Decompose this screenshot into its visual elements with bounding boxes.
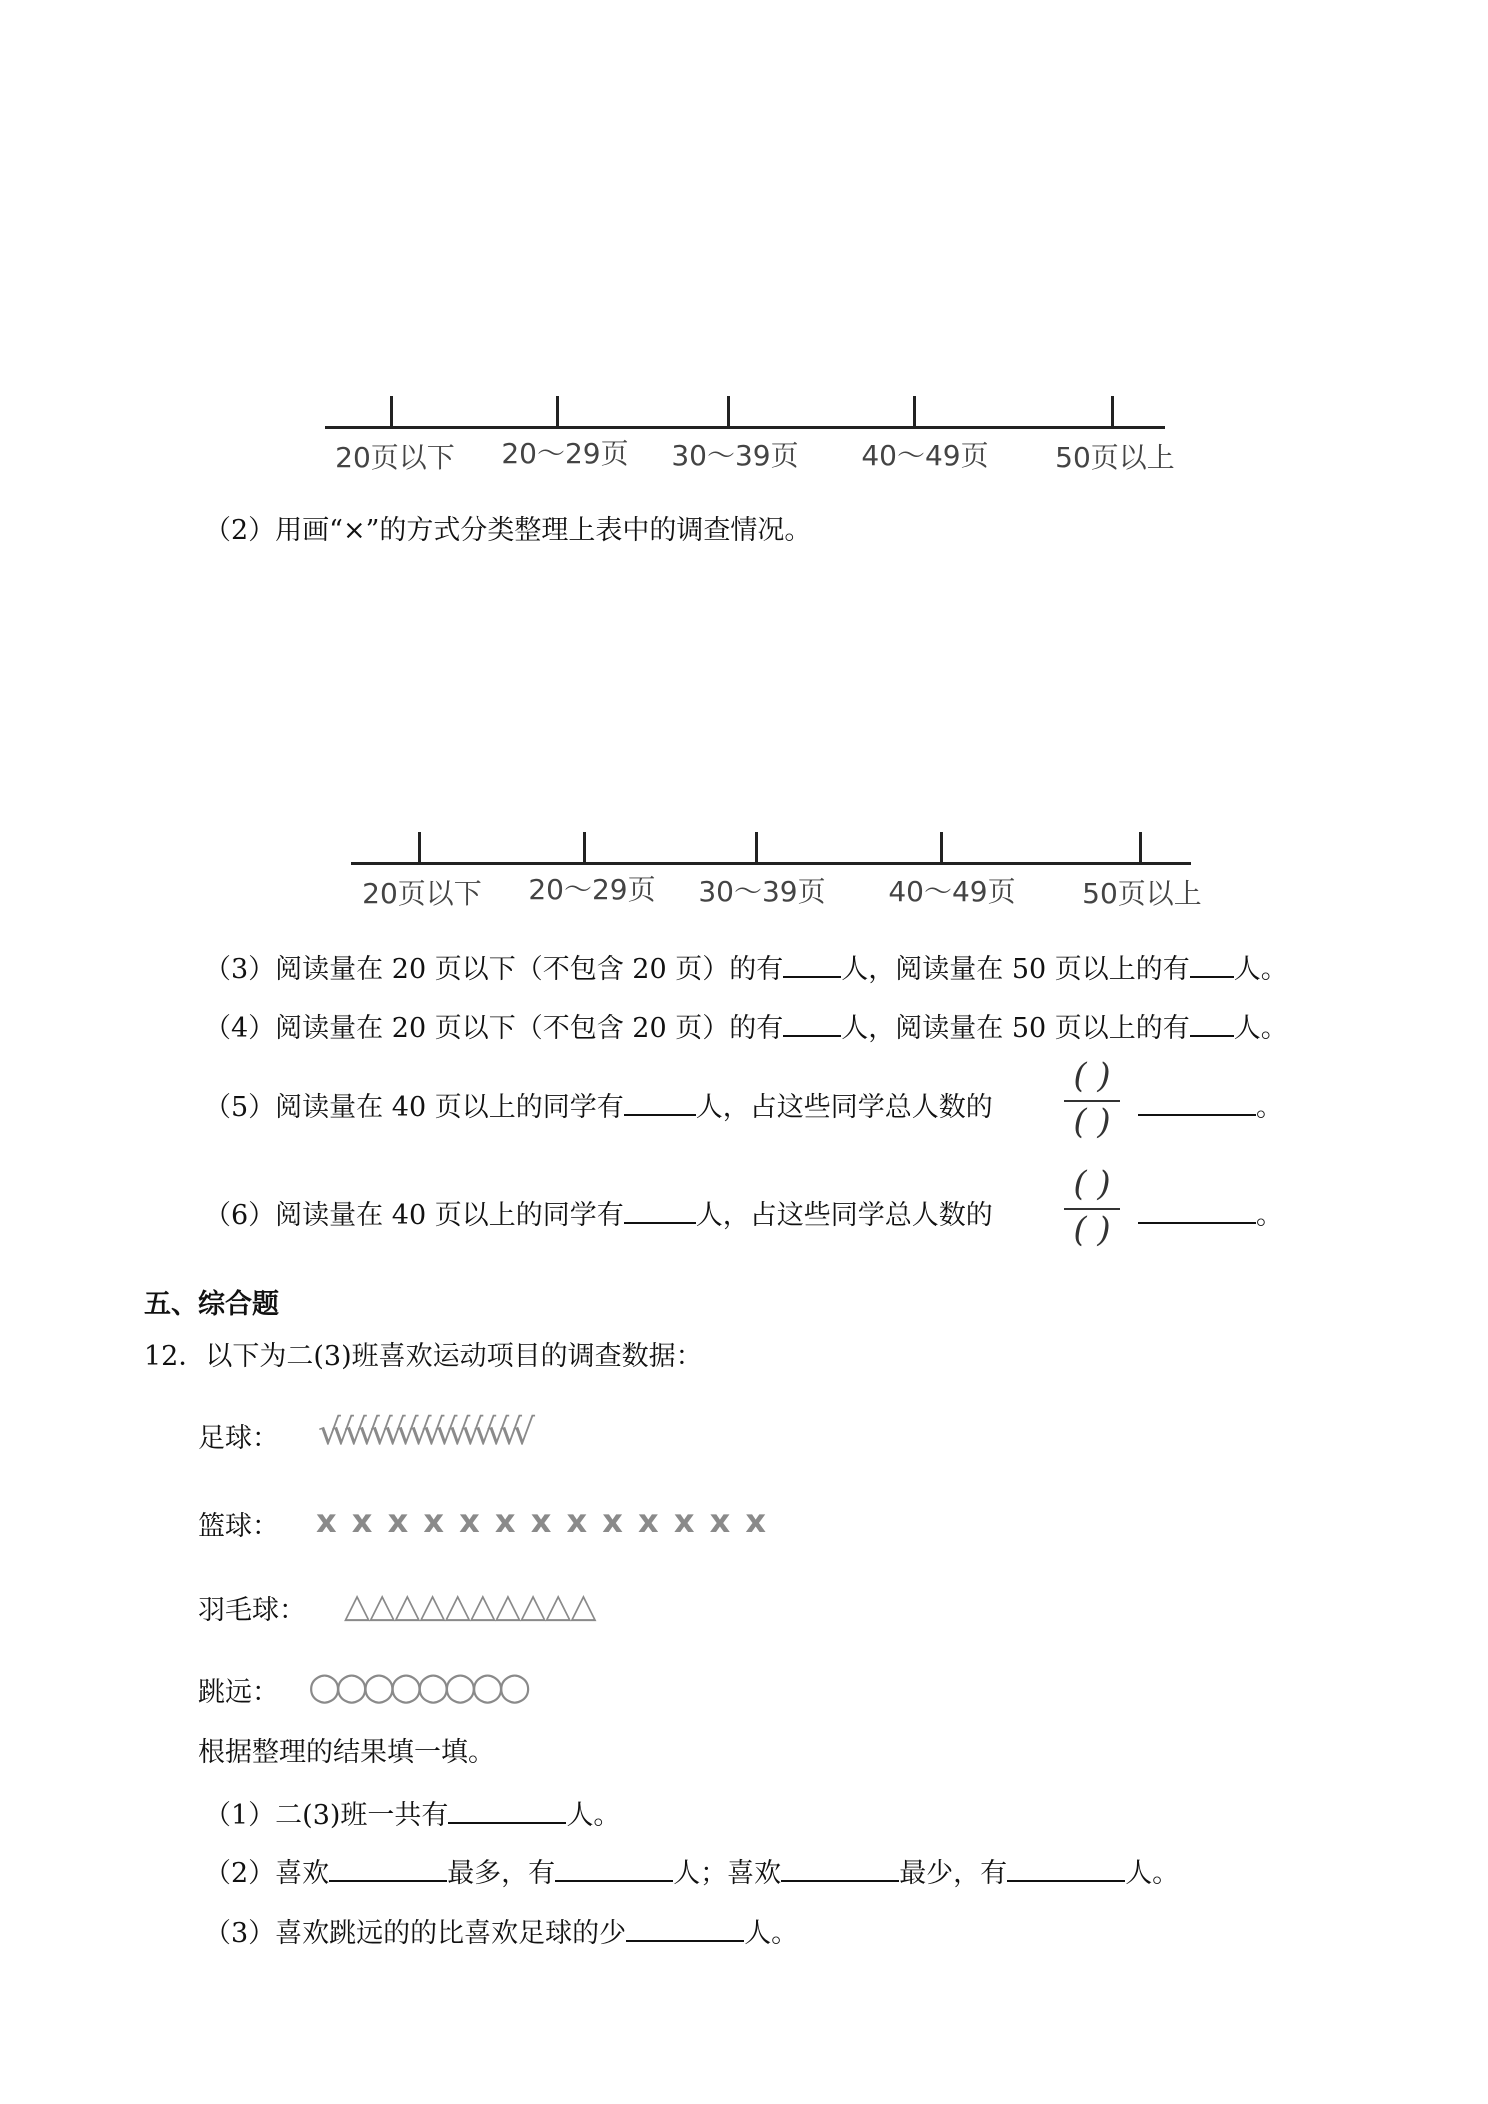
q5-text-b: 人，占这些同学总人数的	[695, 1092, 993, 1123]
fill-question-3	[204, 1914, 798, 1951]
triangle-marks: △△△△△△△△△△	[344, 1586, 596, 1626]
problem-12: 12．以下为二(3)班喜欢运动项目的调查数据：	[144, 1341, 703, 1372]
f1-text-a: （1）二(3)班一共有	[204, 1800, 449, 1831]
fill-question-2	[204, 1854, 1179, 1891]
answer-blank[interactable]	[448, 1796, 566, 1824]
answer-blank[interactable]	[624, 1088, 696, 1116]
axis-tick	[583, 832, 586, 864]
axis-tick	[913, 396, 916, 428]
q6-tail	[1138, 1196, 1283, 1233]
check-marks: √√√√√√√√√√√√√√√√	[318, 1412, 526, 1453]
q5-text-c: 。	[1256, 1092, 1283, 1123]
fill-question-1	[204, 1796, 620, 1833]
question-5	[204, 1088, 993, 1125]
axis-label: 50页以上	[1055, 441, 1175, 474]
axis-tick	[940, 832, 943, 864]
fraction-numerator: ( )	[1073, 1056, 1111, 1096]
survey-label-badminton: 羽毛球：	[198, 1595, 306, 1626]
f2-text-a: （2）喜欢	[204, 1858, 330, 1889]
survey-label-basketball: 篮球：	[198, 1511, 279, 1542]
answer-blank[interactable]	[1190, 950, 1234, 978]
f1-text-b: 人。	[566, 1800, 621, 1831]
q5-text-a: （5）阅读量在 40 页以上的同学有	[204, 1092, 624, 1123]
axis-tick	[418, 832, 421, 864]
cross-marks: x x x x x x x x x x x x x	[316, 1502, 769, 1540]
axis-label: 40～49页	[861, 439, 989, 472]
answer-blank[interactable]	[626, 1914, 744, 1942]
f2-text-e: 人。	[1125, 1858, 1180, 1889]
answer-blank[interactable]	[1138, 1088, 1256, 1116]
axis-label: 20～29页	[528, 873, 656, 906]
answer-blank[interactable]	[624, 1196, 696, 1224]
f2-text-b: 最多，有	[447, 1858, 556, 1889]
answer-blank[interactable]	[783, 1009, 841, 1037]
axis-label: 20页以下	[362, 877, 482, 910]
f2-text-c: 人；喜欢	[673, 1858, 782, 1889]
q3-text-c: 人。	[1233, 954, 1288, 985]
q6-text-b: 人，占这些同学总人数的	[695, 1200, 993, 1231]
axis-tick	[727, 396, 730, 428]
axis-tick	[556, 396, 559, 428]
f3-text-b: 人。	[744, 1918, 799, 1949]
answer-blank[interactable]	[783, 950, 841, 978]
fraction	[1064, 1164, 1120, 1254]
axis-label: 20页以下	[335, 441, 455, 474]
instruction: 根据整理的结果填一填。	[198, 1737, 495, 1768]
q4-text-b: 人，阅读量在 50 页以上的有	[841, 1013, 1190, 1044]
answer-blank[interactable]	[781, 1854, 899, 1882]
axis-label: 30～39页	[698, 875, 826, 908]
axis-label: 50页以上	[1082, 877, 1202, 910]
axis-label: 30～39页	[671, 439, 799, 472]
survey-label-longjump: 跳远：	[198, 1677, 279, 1708]
survey-label-football: 足球：	[198, 1423, 279, 1454]
fraction-numerator: ( )	[1073, 1164, 1111, 1204]
q3-text-b: 人，阅读量在 50 页以上的有	[841, 954, 1190, 985]
q3-text-a: （3）阅读量在 20 页以下（不包含 20 页）的有	[204, 954, 784, 985]
answer-blank[interactable]	[1138, 1196, 1256, 1224]
f2-text-d: 最少，有	[899, 1858, 1008, 1889]
answer-blank[interactable]	[1007, 1854, 1125, 1882]
question-6	[204, 1196, 993, 1233]
axis-label: 40～49页	[888, 875, 1016, 908]
axis-tick	[1139, 832, 1142, 864]
axis-label: 20～29页	[501, 437, 629, 470]
answer-blank[interactable]	[329, 1854, 447, 1882]
question-4	[204, 1009, 1288, 1046]
answer-blank[interactable]	[1190, 1009, 1234, 1037]
q4-text-a: （4）阅读量在 20 页以下（不包含 20 页）的有	[204, 1013, 784, 1044]
f3-text-a: （3）喜欢跳远的的比喜欢足球的少	[204, 1918, 627, 1949]
q4-text-c: 人。	[1233, 1013, 1288, 1044]
q5-tail	[1138, 1088, 1283, 1125]
axis-tick	[1111, 396, 1114, 428]
fraction-denominator: ( )	[1073, 1210, 1111, 1250]
section-title: 五、综合题	[144, 1289, 279, 1320]
axis-tick	[390, 396, 393, 428]
question-2: （2）用画“×”的方式分类整理上表中的调查情况。	[204, 515, 812, 546]
question-3	[204, 950, 1288, 987]
q6-text-c: 。	[1256, 1200, 1283, 1231]
circle-marks: ○○○○○○○○	[308, 1664, 526, 1708]
q6-text-a: （6）阅读量在 40 页以上的同学有	[204, 1200, 624, 1231]
fraction	[1064, 1056, 1120, 1146]
axis-line	[325, 426, 1165, 429]
fraction-denominator: ( )	[1073, 1102, 1111, 1142]
axis-line	[351, 862, 1191, 865]
axis-tick	[755, 832, 758, 864]
answer-blank[interactable]	[555, 1854, 673, 1882]
